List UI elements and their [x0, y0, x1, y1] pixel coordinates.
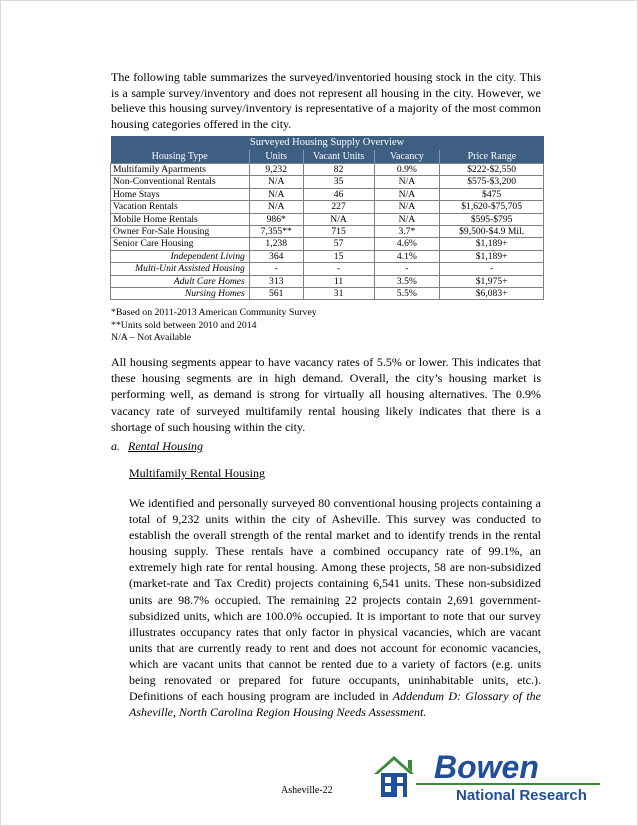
housing-type-cell: Vacation Rentals	[111, 201, 250, 213]
subsection-heading: Multifamily Rental Housing	[129, 466, 265, 480]
table-title: Surveyed Housing Supply Overview	[111, 136, 544, 150]
section-heading	[111, 439, 203, 454]
price-range-cell: $9,500-$4.9 Mil.	[440, 226, 544, 238]
units-cell: 1,238	[249, 238, 303, 250]
price-range-cell: $595-$795	[440, 213, 544, 225]
vacant-units-cell: 46	[303, 188, 374, 200]
table-row	[111, 288, 544, 300]
column-header: Price Range	[440, 150, 544, 164]
vacancy-cell: N/A	[374, 176, 440, 188]
units-cell: N/A	[249, 176, 303, 188]
vacant-units-cell: 57	[303, 238, 374, 250]
housing-type-cell: Owner For-Sale Housing	[111, 226, 250, 238]
vacancy-cell: 4.1%	[374, 250, 440, 262]
table-row	[111, 213, 544, 225]
price-range-cell: $575-$3,200	[440, 176, 544, 188]
table-title-row	[111, 136, 544, 150]
column-header: Housing Type	[111, 150, 250, 164]
bowen-logo	[372, 744, 604, 804]
vacancy-cell: -	[374, 263, 440, 275]
vacancy-summary-paragraph: All housing segments appear to have vacancy rates of 5.5% or lower. This indicates that these housing segments are in high demand. Overall, the city’s housing market is performing well, as demand is strong for virtually all housing alternatives. The 0.9% vacancy rate of surveyed multifamily rental housing likely indicates that there is a shortage of such housing within the city.	[111, 355, 541, 434]
vacant-units-cell: 715	[303, 226, 374, 238]
vacant-units-cell: 15	[303, 250, 374, 262]
price-range-cell: $6,083+	[440, 288, 544, 300]
column-header: Units	[249, 150, 303, 164]
logo-wordmark: Bowen	[434, 749, 539, 785]
vacancy-cell: 5.5%	[374, 288, 440, 300]
units-cell: 7,355**	[249, 226, 303, 238]
vacant-units-cell: 35	[303, 176, 374, 188]
page-number: Asheville-22	[281, 785, 333, 796]
table-header-row	[111, 150, 544, 164]
vacancy-cell: 4.6%	[374, 238, 440, 250]
price-range-cell: $1,189+	[440, 238, 544, 250]
housing-type-cell: Home Stays	[111, 188, 250, 200]
logo-subtitle: National Research	[456, 787, 587, 804]
multifamily-paragraph-text: We identified and personally surveyed 80 conventional housing projects containing a total of 9,232 units within the city of Asheville. This survey was conducted to establish the overall strength of the rental market and to identify trends in the rental housing supply. These rentals have a combined occupancy rate of 99.1%, an extremely high rate for rental housing. Among these projects, 58 are non-subsidized (market-rate and Tax Credit) projects containing 6,541 units. These non-subsidized units are 98.7% occupied. The remaining 22 projects contain 2,691 government-subsidized units, which are 100.0% occupied. It is important to note that our survey illustrates occupancy rates that only factor in physical vacancies, which are vacant units that are currently ready to rent and does not account for economic vacancies, which are vacant units that cannot be rented due to a variety of factors (e.g. units being renovated or prepared for future occupants, uninhabitable units, etc.). Definitions of each housing program are included in	[129, 496, 541, 704]
housing-type-cell: Mobile Home Rentals	[111, 213, 250, 225]
units-cell: 561	[249, 288, 303, 300]
units-cell: N/A	[249, 201, 303, 213]
table-row	[111, 201, 544, 213]
column-header: Vacant Units	[303, 150, 374, 164]
price-range-cell: $475	[440, 188, 544, 200]
table-row	[111, 275, 544, 287]
housing-supply-table	[110, 136, 544, 300]
vacant-units-cell: 31	[303, 288, 374, 300]
table-row	[111, 226, 544, 238]
vacant-units-cell: N/A	[303, 213, 374, 225]
vacancy-cell: 3.7*	[374, 226, 440, 238]
vacant-units-cell: -	[303, 263, 374, 275]
housing-type-cell: Nursing Homes	[111, 288, 250, 300]
vacant-units-cell: 227	[303, 201, 374, 213]
units-cell: 313	[249, 275, 303, 287]
units-cell: 986*	[249, 213, 303, 225]
table-row	[111, 188, 544, 200]
intro-paragraph: The following table summarizes the surveyed/inventoried housing stock in the city. This is a sample survey/inventory and does not represent all housing in the city. However, we believe this housing survey/inventory is representative of a majority of the most common housing categories offered in the city.	[111, 70, 541, 131]
units-cell: -	[249, 263, 303, 275]
housing-type-cell: Multifamily Apartments	[111, 164, 250, 176]
vacant-units-cell: 11	[303, 275, 374, 287]
units-cell: 364	[249, 250, 303, 262]
table-note: *Based on 2011-2013 American Community Survey	[111, 307, 317, 318]
vacancy-cell: N/A	[374, 188, 440, 200]
column-header: Vacancy	[374, 150, 440, 164]
table-row	[111, 250, 544, 262]
units-cell: 9,232	[249, 164, 303, 176]
housing-type-cell: Adult Care Homes	[111, 275, 250, 287]
addendum-reference: Addendum D: Glossary of the Asheville, North Carolina Region Housing Needs Assessment.	[129, 689, 541, 720]
price-range-cell: $1,620-$75,705	[440, 201, 544, 213]
price-range-cell: -	[440, 263, 544, 275]
units-cell: N/A	[249, 188, 303, 200]
vacancy-cell: N/A	[374, 201, 440, 213]
section-letter: a.	[111, 439, 120, 453]
table-row	[111, 176, 544, 188]
housing-type-cell: Multi-Unit Assisted Housing	[111, 263, 250, 275]
price-range-cell: $1,975+	[440, 275, 544, 287]
table-notes	[111, 307, 541, 345]
vacancy-cell: 0.9%	[374, 164, 440, 176]
housing-type-cell: Independent Living	[111, 250, 250, 262]
table-note: N/A – Not Available	[111, 332, 192, 344]
housing-type-cell: Senior Care Housing	[111, 238, 250, 250]
table-row	[111, 263, 544, 275]
table-note: **Units sold between 2010 and 2014	[111, 319, 257, 331]
house-icon	[374, 756, 414, 797]
table-row	[111, 164, 544, 176]
price-range-cell: $222-$2,550	[440, 164, 544, 176]
table-row	[111, 238, 544, 250]
section-title: Rental Housing	[128, 439, 203, 453]
vacant-units-cell: 82	[303, 164, 374, 176]
housing-type-cell: Non-Conventional Rentals	[111, 176, 250, 188]
vacancy-cell: N/A	[374, 213, 440, 225]
vacancy-cell: 3.5%	[374, 275, 440, 287]
multifamily-paragraph	[129, 495, 541, 720]
price-range-cell: $1,189+	[440, 250, 544, 262]
